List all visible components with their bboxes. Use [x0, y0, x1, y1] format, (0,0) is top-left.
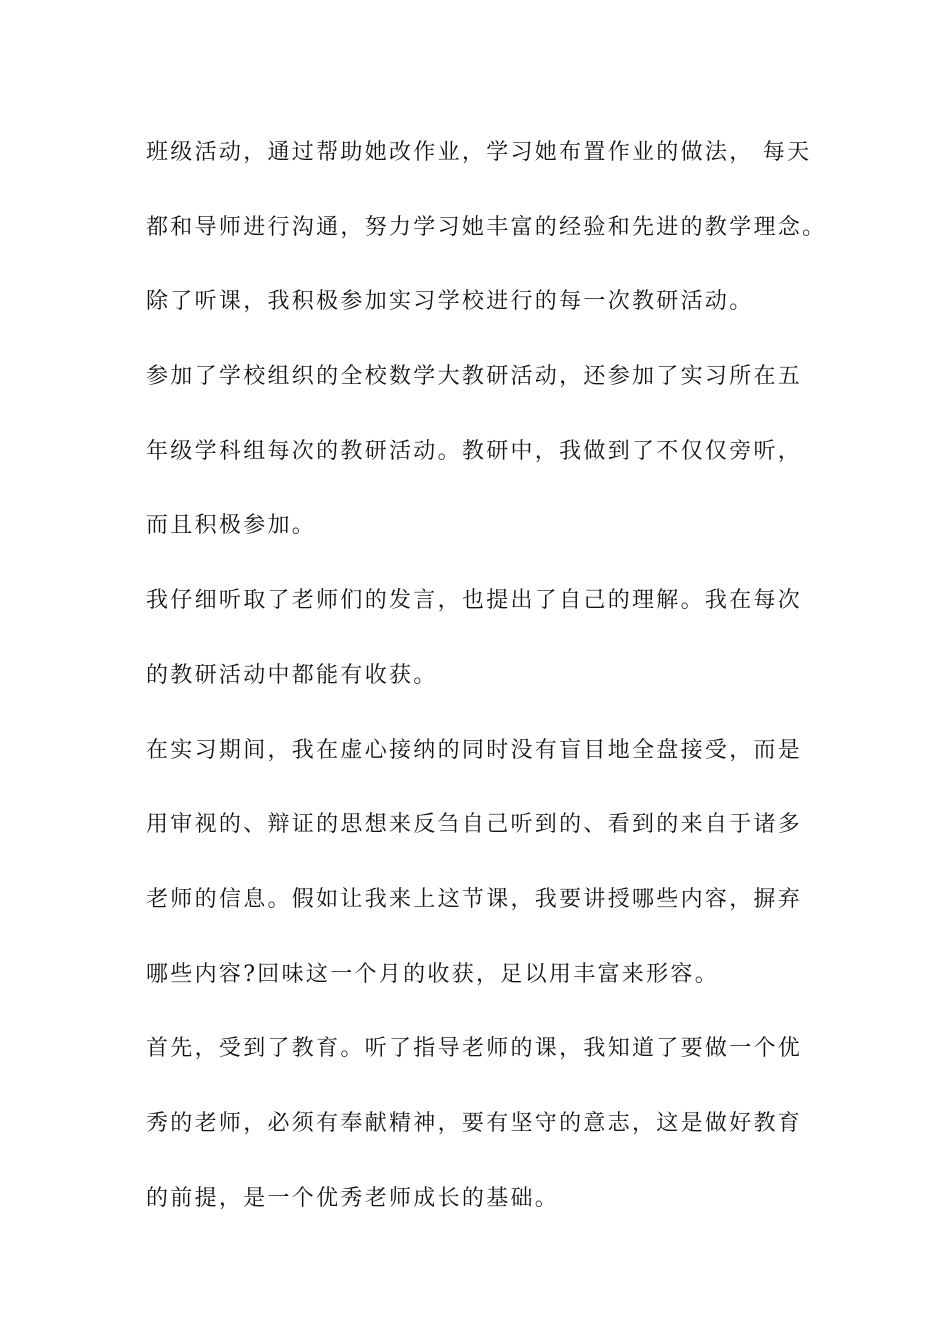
text-line: 首先，受到了教育。听了指导老师的课，我知道了要做一个优: [146, 1036, 803, 1062]
text-line: 班级活动，通过帮助她改作业，学习她布置作业的做法， 每天: [146, 140, 812, 165]
text-line: 老师的信息。假如让我来上这节课，我要讲授哪些内容，摒弃: [146, 886, 803, 912]
text-line: 哪些内容?回味这一个月的收获，足以用丰富来形容。: [146, 961, 719, 987]
text-line: 都和导师进行沟通，努力学习她丰富的经验和先进的教学理念。: [146, 214, 827, 240]
text-line: 而且积极参加。: [146, 513, 317, 539]
body-text: [146, 128, 836, 1248]
text-line: 参加了学校组织的全校数学大教研活动，还参加了实习所在五: [146, 364, 803, 390]
text-line: 用审视的、辩证的思想来反刍自己听到的、看到的来自于诸多: [146, 812, 803, 838]
text-line: 除了听课，我积极参加实习学校进行的每一次教研活动。: [146, 289, 754, 315]
text-line: 在实习期间，我在虚心接纳的同时没有盲目地全盘接受，而是: [146, 737, 803, 763]
text-line: 的教研活动中都能有收获。: [146, 662, 438, 688]
text-line: 我仔细听取了老师们的发言，也提出了自己的理解。我在每次: [146, 588, 803, 614]
text-line: 的前提，是一个优秀老师成长的基础。: [146, 1185, 560, 1211]
text-line: 年级学科组每次的教研活动。教研中，我做到了不仅仅旁听，: [146, 438, 803, 464]
text-line: 秀的老师，必须有奉献精神，要有坚守的意志，这是做好教育: [146, 1110, 803, 1136]
